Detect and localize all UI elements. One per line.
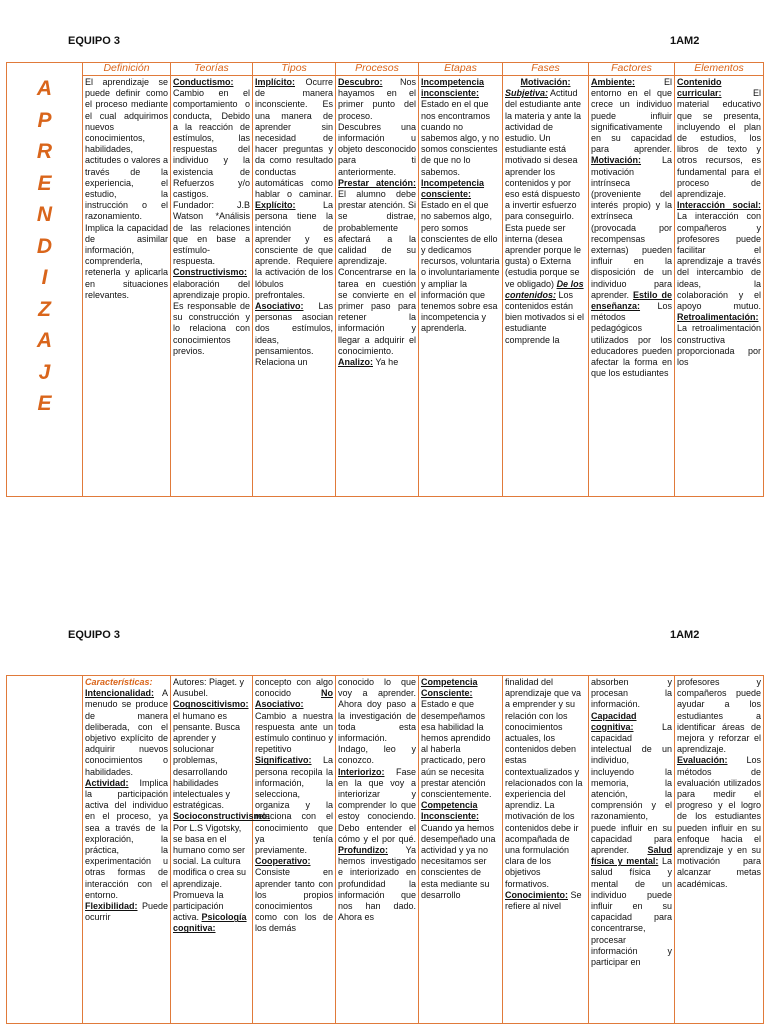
header-fases: Fases	[503, 63, 589, 76]
side-letter: E	[37, 392, 52, 415]
contenido-curricular-title: Contenido curricular:	[677, 77, 722, 99]
side-letter: J	[38, 360, 51, 384]
team-label-2: EQUIPO 3	[68, 629, 120, 641]
interiorizo-title: Interiorizo:	[338, 766, 385, 777]
actividad-title: Actividad:	[85, 777, 129, 788]
cooperativo-text: Consiste en aprender tanto con los propios conocimientos como con los de los demás	[255, 867, 333, 934]
comp-inconsciente-text: Cuando ya hemos desempeñado una actividad y ya no necesitamos ser conscientes de esta mediante su desarrollo	[421, 822, 496, 900]
cell-teorias-2	[171, 676, 271, 1024]
content-row-2	[7, 676, 764, 1024]
contenidos-text: Los contenidos están bien motivados si el estudiante comprende la	[505, 289, 585, 345]
contenido-curricular-text: El material educativo que se presenta, incluyendo el plan de estudios, los libros de texto y otros recursos, es fundamental para el proceso de aprendizaje.	[677, 88, 761, 200]
explicito-title: Explícito:	[255, 200, 296, 211]
side-letter: P	[37, 108, 52, 132]
cell-caracteristicas	[83, 676, 171, 1024]
estilo-title: Estilo de enseñanza:	[591, 289, 672, 312]
interaccion-title: Interacción social:	[677, 200, 761, 211]
side-letter: I	[41, 266, 48, 289]
caracteristicas-heading: Características:	[85, 677, 153, 687]
concept-table-page2	[6, 675, 764, 1024]
inc-con-text: Estado en el que no sabemos algo, pero somos conscientes de ello y dedicamos recursos, voluntaria o involuntariamente y ampliar la información que tenemos sobre esa incompetencia y aprenderla.	[421, 200, 500, 334]
inc-incon-text: Estado en el que nos encontramos cuando no sabemos algo, y no somos conscientes de que no lo sabemos.	[421, 99, 500, 177]
header-teorias: Teorías	[171, 63, 253, 76]
header-definicion: Definición	[83, 63, 171, 76]
no-asociativo-title: No Asociativo:	[255, 688, 333, 710]
header-row	[7, 63, 764, 76]
definicion-text: El aprendizaje se puede definir como el proceso mediante el cual adquirimos nuevos conocimientos, habilidades, actitudes o valores a través de la experiencia, el estudio, la instrucción o el razonamiento. Implica la capacidad de asimilar información, comprenderla, retenerla y aplicarla en situaciones relevantes.	[85, 77, 168, 300]
intencionalidad-text: A menudo se produce de manera deliberada, con el objetivo explícito de adquirir nuevos conocimientos o habilidades.	[85, 688, 168, 777]
contenidos-title: De los contenidos:	[505, 278, 584, 300]
salud-text: La salud física y mental de un individuo puede influir en su capacidad para concentrarse, procesar información y participar en	[591, 856, 672, 968]
prestar-title: Prestar atención:	[338, 177, 416, 188]
cell-factores-2	[589, 676, 675, 1024]
flexibilidad-text: Puede ocurrir	[85, 901, 168, 923]
side-title-cell	[7, 63, 83, 497]
cell-etapas	[419, 76, 503, 497]
cognoscitivismo-text: el humano es pensante. Busca aprender y solucionar problemas, desarrollando habilidades intelectuales y estratégicas.	[173, 710, 241, 811]
subjetiva-text: Actitud del estudiante ante la materia y ante la actividad de estudio. Un estudiante está motivado si desea aprender los contenidos y por eso está dispuesto a invertir esfuerzo para conseguirlo. Esta puede ser interna (desea aprender porque le gusta) o Externa (estudia porque se ve obligado)	[505, 88, 582, 289]
socioconstructivismo-text: Por L.S Vigotsky, se basa en el humano como ser social. La cultura modifica o crea su aprendizaje. Promueva la participación activa.	[173, 822, 247, 923]
ambiente-title: Ambiente:	[591, 77, 636, 87]
header-etapas: Etapas	[419, 63, 503, 76]
interaccion-text: La interacción con compañeros y profesores puede facilitar el aprendizaje a través del intercambio de ideas, la colaboración y el apoyo mutuo.	[677, 211, 761, 312]
cognoscitivismo-title: Cognoscitivismo:	[173, 699, 249, 710]
autores-text: Autores: Piaget. y Ausubel.	[173, 677, 245, 699]
estilo-text: Los métodos pedagógicos utilizados por los educadores pueden afectar la forma en que los estudiantes	[591, 301, 672, 379]
group-label-2: 1AM2	[670, 629, 700, 641]
team-label: EQUIPO 3	[68, 35, 120, 47]
significativo-text: La persona recopila la información, la selecciona, organiza y la relaciona con el conocimiento que ya tenía previamente.	[255, 755, 333, 856]
no-asociativo-text: Cambio a nuestra respuesta ante un estímulo continuo y repetitivo	[255, 710, 333, 755]
cell-procesos	[336, 76, 419, 497]
capacidad-text: La capacidad intelectual de un individuo, incluyendo la memoria, la atención, la comprensión y el razonamiento, puede influir en su capacidad para aprender.	[591, 721, 672, 856]
cell-teorias	[171, 76, 253, 497]
subjetiva-title: Subjetiva:	[505, 88, 549, 99]
side-letter: N	[36, 203, 53, 226]
descubro-text: Nos hayamos en el primer punto del proceso. Descubres una información u objeto desconocido para ti anteriormente.	[338, 77, 416, 177]
conocimiento-title: Conocimiento:	[505, 889, 568, 900]
side-title-letters	[9, 73, 80, 420]
cell-etapas-2	[419, 676, 503, 1024]
content-row	[7, 76, 764, 497]
implicito-title: Implícito:	[255, 77, 295, 87]
side-letter: A	[36, 77, 53, 100]
cell-factores	[589, 76, 675, 497]
conductismo-text: Cambio en el comportamiento o conducta, Debido a la reacción de estímulos, las respuestas del individuo y la existencia de Refuerzos y/o castigos. Fundador: J.B Watson *Análisis de las relaciones que en base a estímulo-respuesta.	[173, 88, 250, 267]
elementos2-intro: profesores y compañeros puede ayudar a los estudiantes a identificar áreas de mejora y reforzar el aprendizaje.	[677, 677, 761, 755]
profundizo-title: Profundizo:	[338, 845, 388, 856]
salud-title: Salud física y mental:	[591, 845, 672, 867]
tipos2-intro: concepto con algo conocido	[255, 677, 333, 699]
side-letter: R	[36, 140, 53, 163]
profundizo-text: Ya hemos investigado e interiorizado en profundidad la información que nos han dado. Ahora es	[338, 845, 416, 923]
flexibilidad-title: Flexibilidad:	[85, 901, 138, 912]
significativo-title: Significativo:	[255, 755, 312, 766]
interiorizo-text: Fase en la que voy a interiorizar y comprender lo que estoy conociendo. Debo entender el cómo y el por qué.	[338, 766, 416, 844]
cell-side-blank	[7, 676, 83, 1024]
evaluacion-text: Los métodos de evaluación utilizados para medir el progreso y el logro de los estudiantes pueden influir en su enfoque hacia el aprendizaje y en su motivación para alcanzar metas académicas.	[677, 755, 761, 889]
header-factores: Factores	[589, 63, 675, 76]
concept-table-page1	[6, 62, 764, 497]
asociativo-text: Las personas asocian dos estímulos, ideas, pensamientos. Relaciona un	[255, 301, 333, 368]
conductismo-title: Conductismo:	[173, 77, 234, 87]
side-letter: A	[36, 329, 53, 352]
cell-tipos-2	[253, 676, 336, 1024]
conocimiento-text: Se refiere al nivel	[505, 889, 582, 912]
cell-elementos-2	[675, 676, 764, 1024]
intencionalidad-title: Intencionalidad:	[85, 688, 155, 699]
explicito-text: La persona tiene la intención de aprender y es consciente de que aprende. Requiere la activación de los lóbulos prefrontales.	[255, 200, 333, 300]
implicito-text: Ocurre de manera inconsciente. Es una manera de aprender sin necesidad de hacer preguntas y da como resultado conductas automáticas como hablar o caminar.	[255, 77, 333, 200]
cell-tipos	[253, 76, 336, 497]
header-elementos: Elementos	[675, 63, 764, 76]
fases2-intro: finalidad del aprendizaje que va a emprender y su relación con los conocimientos actuales, los contenidos deben estas contextualizados y relacionados con la experiencia del aprendiz. La motivación de los contenidos debe ir acompañada de una formulación clara de los objetivos formativos.	[505, 677, 583, 889]
retro-text: La retroalimentación constructiva proporcionada por los	[677, 323, 761, 368]
inc-con-title: Incompetencia consciente:	[421, 177, 485, 200]
comp-consciente-title: Competencia Consciente:	[421, 677, 478, 699]
header-tipos: Tipos	[253, 63, 336, 76]
psicologia-title: Psicología cognitiva:	[173, 912, 247, 934]
group-label: 1AM2	[670, 35, 700, 47]
side-letter: E	[37, 171, 52, 195]
side-letter: Z	[38, 297, 51, 321]
cell-fases	[503, 76, 589, 497]
analizo-title: Analizo:	[338, 357, 373, 368]
constructivismo-text: elaboración del aprendizaje propio. Es responsable de su construcción y lo relaciona con conocimientos previos.	[173, 278, 250, 356]
ambiente-text: El entorno en el que crece un individuo puede influir significativamente en su capacidad para aprender.	[591, 77, 672, 155]
cell-fases-2	[503, 676, 589, 1024]
header-procesos: Procesos	[336, 63, 419, 76]
cell-procesos-2	[336, 676, 419, 1024]
prestar-text: El alumno debe prestar atención. Si se distrae, probablemente afectará a la calidad de su aprendizaje. Concentrarse en la tarea en cuestión se convierte en el primer paso para retener la información y llegar a adquirir el conocimiento.	[338, 189, 416, 356]
factores2-intro: absorben y procesan la información.	[591, 677, 672, 710]
motivacion-factor-text: La motivación intrínseca (proveniente del interés propio) y la extrínseca (provocada por recompensas externas) pueden influir en la disposición de un individuo para aprender.	[591, 155, 672, 300]
cooperativo-title: Cooperativo:	[255, 856, 311, 867]
comp-consciente-text: Estado e que desempeñamos esa habilidad la hemos aprendido al haberla practicado, pero aún se necesita prestar atención conscientemente.	[421, 699, 492, 800]
cell-elementos	[675, 76, 764, 497]
comp-inconsciente-title: Competencia Inconsciente:	[421, 800, 480, 822]
inc-incon-title: Incompetencia inconsciente:	[421, 77, 485, 99]
socioconstructivismo-title: Socioconstructivismo:	[173, 811, 271, 822]
evaluacion-title: Evaluación:	[677, 755, 728, 766]
constructivismo-title: Constructivismo:	[173, 267, 248, 278]
motivacion-fase-title: Motivación:	[520, 77, 571, 87]
capacidad-title: Capacidad cognitiva:	[591, 710, 637, 732]
retro-title: Retroalimentación:	[677, 312, 759, 323]
motivacion-factor-title: Motivación:	[591, 155, 642, 166]
descubro-title: Descubro:	[338, 77, 383, 87]
procesos2-intro: conocido lo que voy a aprender. Ahora doy paso a la investigación de toda esta información. Indago, leo y conozco.	[338, 677, 416, 766]
asociativo-title: Asociativo:	[255, 301, 304, 312]
side-letter: D	[36, 234, 53, 258]
analizo-text: Ya he	[375, 357, 399, 368]
actividad-text: Implica la participación activa del individuo en el proceso, ya sea a través de la exploración, la práctica, la experimentación u otras formas de interacción con el entorno.	[85, 777, 168, 900]
cell-definicion	[83, 76, 171, 497]
